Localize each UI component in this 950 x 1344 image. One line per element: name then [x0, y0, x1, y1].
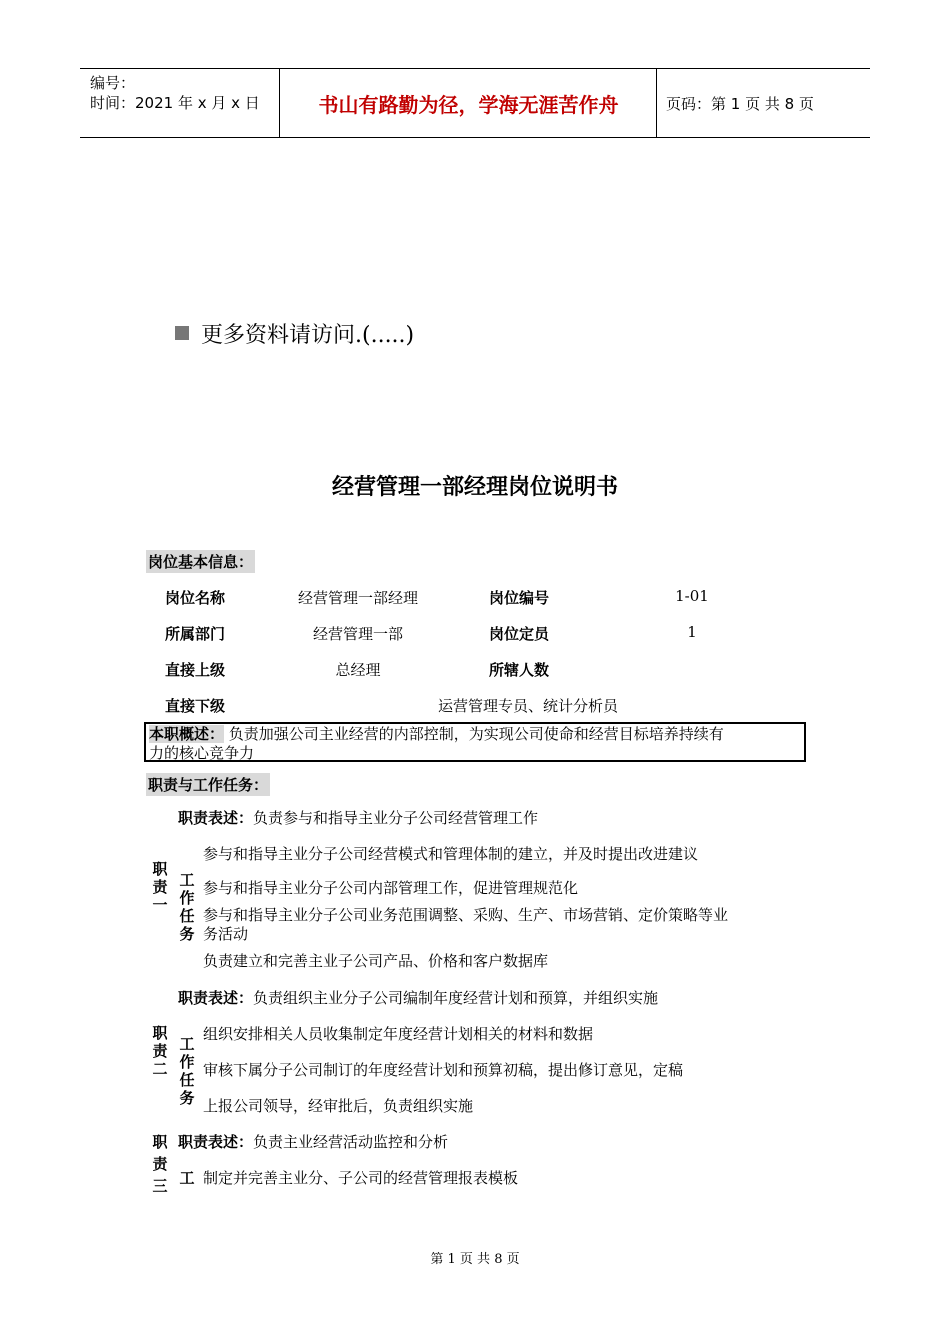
info-label-position-name: 岗位名称 [165, 589, 226, 607]
page-footer: 第 1 页 共 8 页 [430, 1252, 520, 1267]
duty3-name-char: 三 [152, 1177, 168, 1195]
page-title: 经营管理一部经理岗位说明书 [331, 475, 618, 500]
duty1-task-char: 作 [179, 889, 195, 907]
info-label-direct-subordinates: 直接下级 [165, 697, 226, 715]
duty1-task-char: 工 [179, 871, 195, 889]
duty3-statement [178, 1133, 448, 1152]
duty2-statement-label: 职责表述： [178, 989, 254, 1007]
duty1-task-label [178, 871, 196, 943]
duty3-task-char: 工 [179, 1169, 195, 1187]
header-meta-cell [80, 69, 280, 137]
duty1-task: 参与和指导主业分子公司业务范围调整、采购、生产、市场营销、定价策略等业 [203, 906, 729, 924]
duty2-name-char: 责 [152, 1042, 168, 1060]
duty1-name-char: 责 [152, 878, 168, 896]
duty1-task-char: 任 [179, 907, 195, 925]
duty2-task: 审核下属分子公司制订的年度经营计划和预算初稿，提出修订意见，定稿 [203, 1061, 684, 1079]
duty1-name [151, 860, 169, 914]
duty2-name-char: 职 [152, 1024, 168, 1042]
promo-line [175, 318, 414, 349]
number-label: 编号： [90, 74, 136, 92]
duty3-name [151, 1133, 169, 1195]
duty3-task: 制定并完善主业分、子公司的经营管理报表模板 [203, 1169, 519, 1187]
duty1-task-char: 务 [179, 925, 195, 943]
duty2-statement [178, 989, 658, 1008]
promo-text: 更多资料请访问.(.....) [201, 323, 415, 348]
duty2-task-char: 任 [179, 1071, 195, 1089]
duty3-statement-label: 职责表述： [178, 1133, 254, 1151]
duty2-task-char: 作 [179, 1053, 195, 1071]
duty2-task-char: 务 [179, 1089, 195, 1107]
duty2-statement-text: 负责组织主业分子公司编制年度经营计划和预算，并组织实施 [253, 989, 659, 1007]
info-value-position-name: 经营管理一部经理 [297, 589, 418, 607]
duty1-task: 参与和指导主业分子公司内部管理工作，促进管理规范化 [203, 879, 579, 897]
duty3-name-char: 责 [152, 1155, 168, 1173]
duty1-task: 参与和指导主业分子公司经营模式和管理体制的建立，并及时提出改进建议 [203, 845, 699, 863]
job-summary-box [144, 722, 806, 762]
basic-info-label: 岗位基本信息： [146, 550, 255, 573]
duty1-task: 负责建立和完善主业子公司产品、价格和客户数据库 [203, 952, 549, 970]
info-label-department: 所属部门 [165, 625, 226, 643]
info-value-department: 经营管理一部 [312, 625, 403, 643]
info-value-direct-subordinates: 运营管理专员、统计分析员 [437, 697, 618, 715]
summary-text-line2: 力的核心竞争力 [149, 744, 255, 762]
duty3-name-char: 职 [152, 1133, 168, 1151]
header-motto: 书山有路勤为径，学海无涯苦作舟 [281, 69, 657, 137]
info-label-headcount: 岗位定员 [489, 625, 550, 643]
duty2-task: 上报公司领导，经审批后，负责组织实施 [203, 1097, 474, 1115]
header-page-info: 页码：第 1 页 共 8 页 [666, 94, 814, 113]
duty3-statement-text: 负责主业经营活动监控和分析 [253, 1133, 449, 1151]
duty2-name [151, 1024, 169, 1078]
duty1-name-char: 一 [152, 896, 168, 914]
square-bullet-icon [175, 326, 189, 340]
duty2-task-label [178, 1035, 196, 1107]
summary-label: 本职概述： [149, 725, 225, 743]
duty2-task-char: 工 [179, 1035, 195, 1053]
duty1-statement-text: 负责参与和指导主业分子公司经营管理工作 [253, 809, 539, 827]
info-label-position-code: 岗位编号 [489, 589, 550, 607]
info-label-supervisor: 直接上级 [165, 661, 226, 679]
duty1-statement [178, 809, 538, 828]
info-value-supervisor: 总经理 [335, 661, 381, 679]
info-value-position-code: 1-01 [675, 587, 709, 605]
header-table [80, 68, 870, 138]
time-label: 时间：2021 年 x 月 x 日 [90, 94, 260, 112]
summary-text-line1: 负责加强公司主业经营的内部控制，为实现公司使命和经营目标培养持续有 [228, 725, 724, 743]
duty1-name-char: 职 [152, 860, 168, 878]
info-label-subordinate-count: 所辖人数 [489, 661, 550, 679]
duty2-task: 组织安排相关人员收集制定年度经营计划相关的材料和数据 [203, 1025, 594, 1043]
duty2-name-char: 二 [152, 1060, 168, 1078]
duties-section-label: 职责与工作任务： [146, 773, 270, 796]
info-value-headcount: 1 [687, 623, 697, 641]
duty3-task-label [178, 1169, 196, 1187]
duty1-statement-label: 职责表述： [178, 809, 254, 827]
duty1-task: 务活动 [203, 925, 249, 943]
